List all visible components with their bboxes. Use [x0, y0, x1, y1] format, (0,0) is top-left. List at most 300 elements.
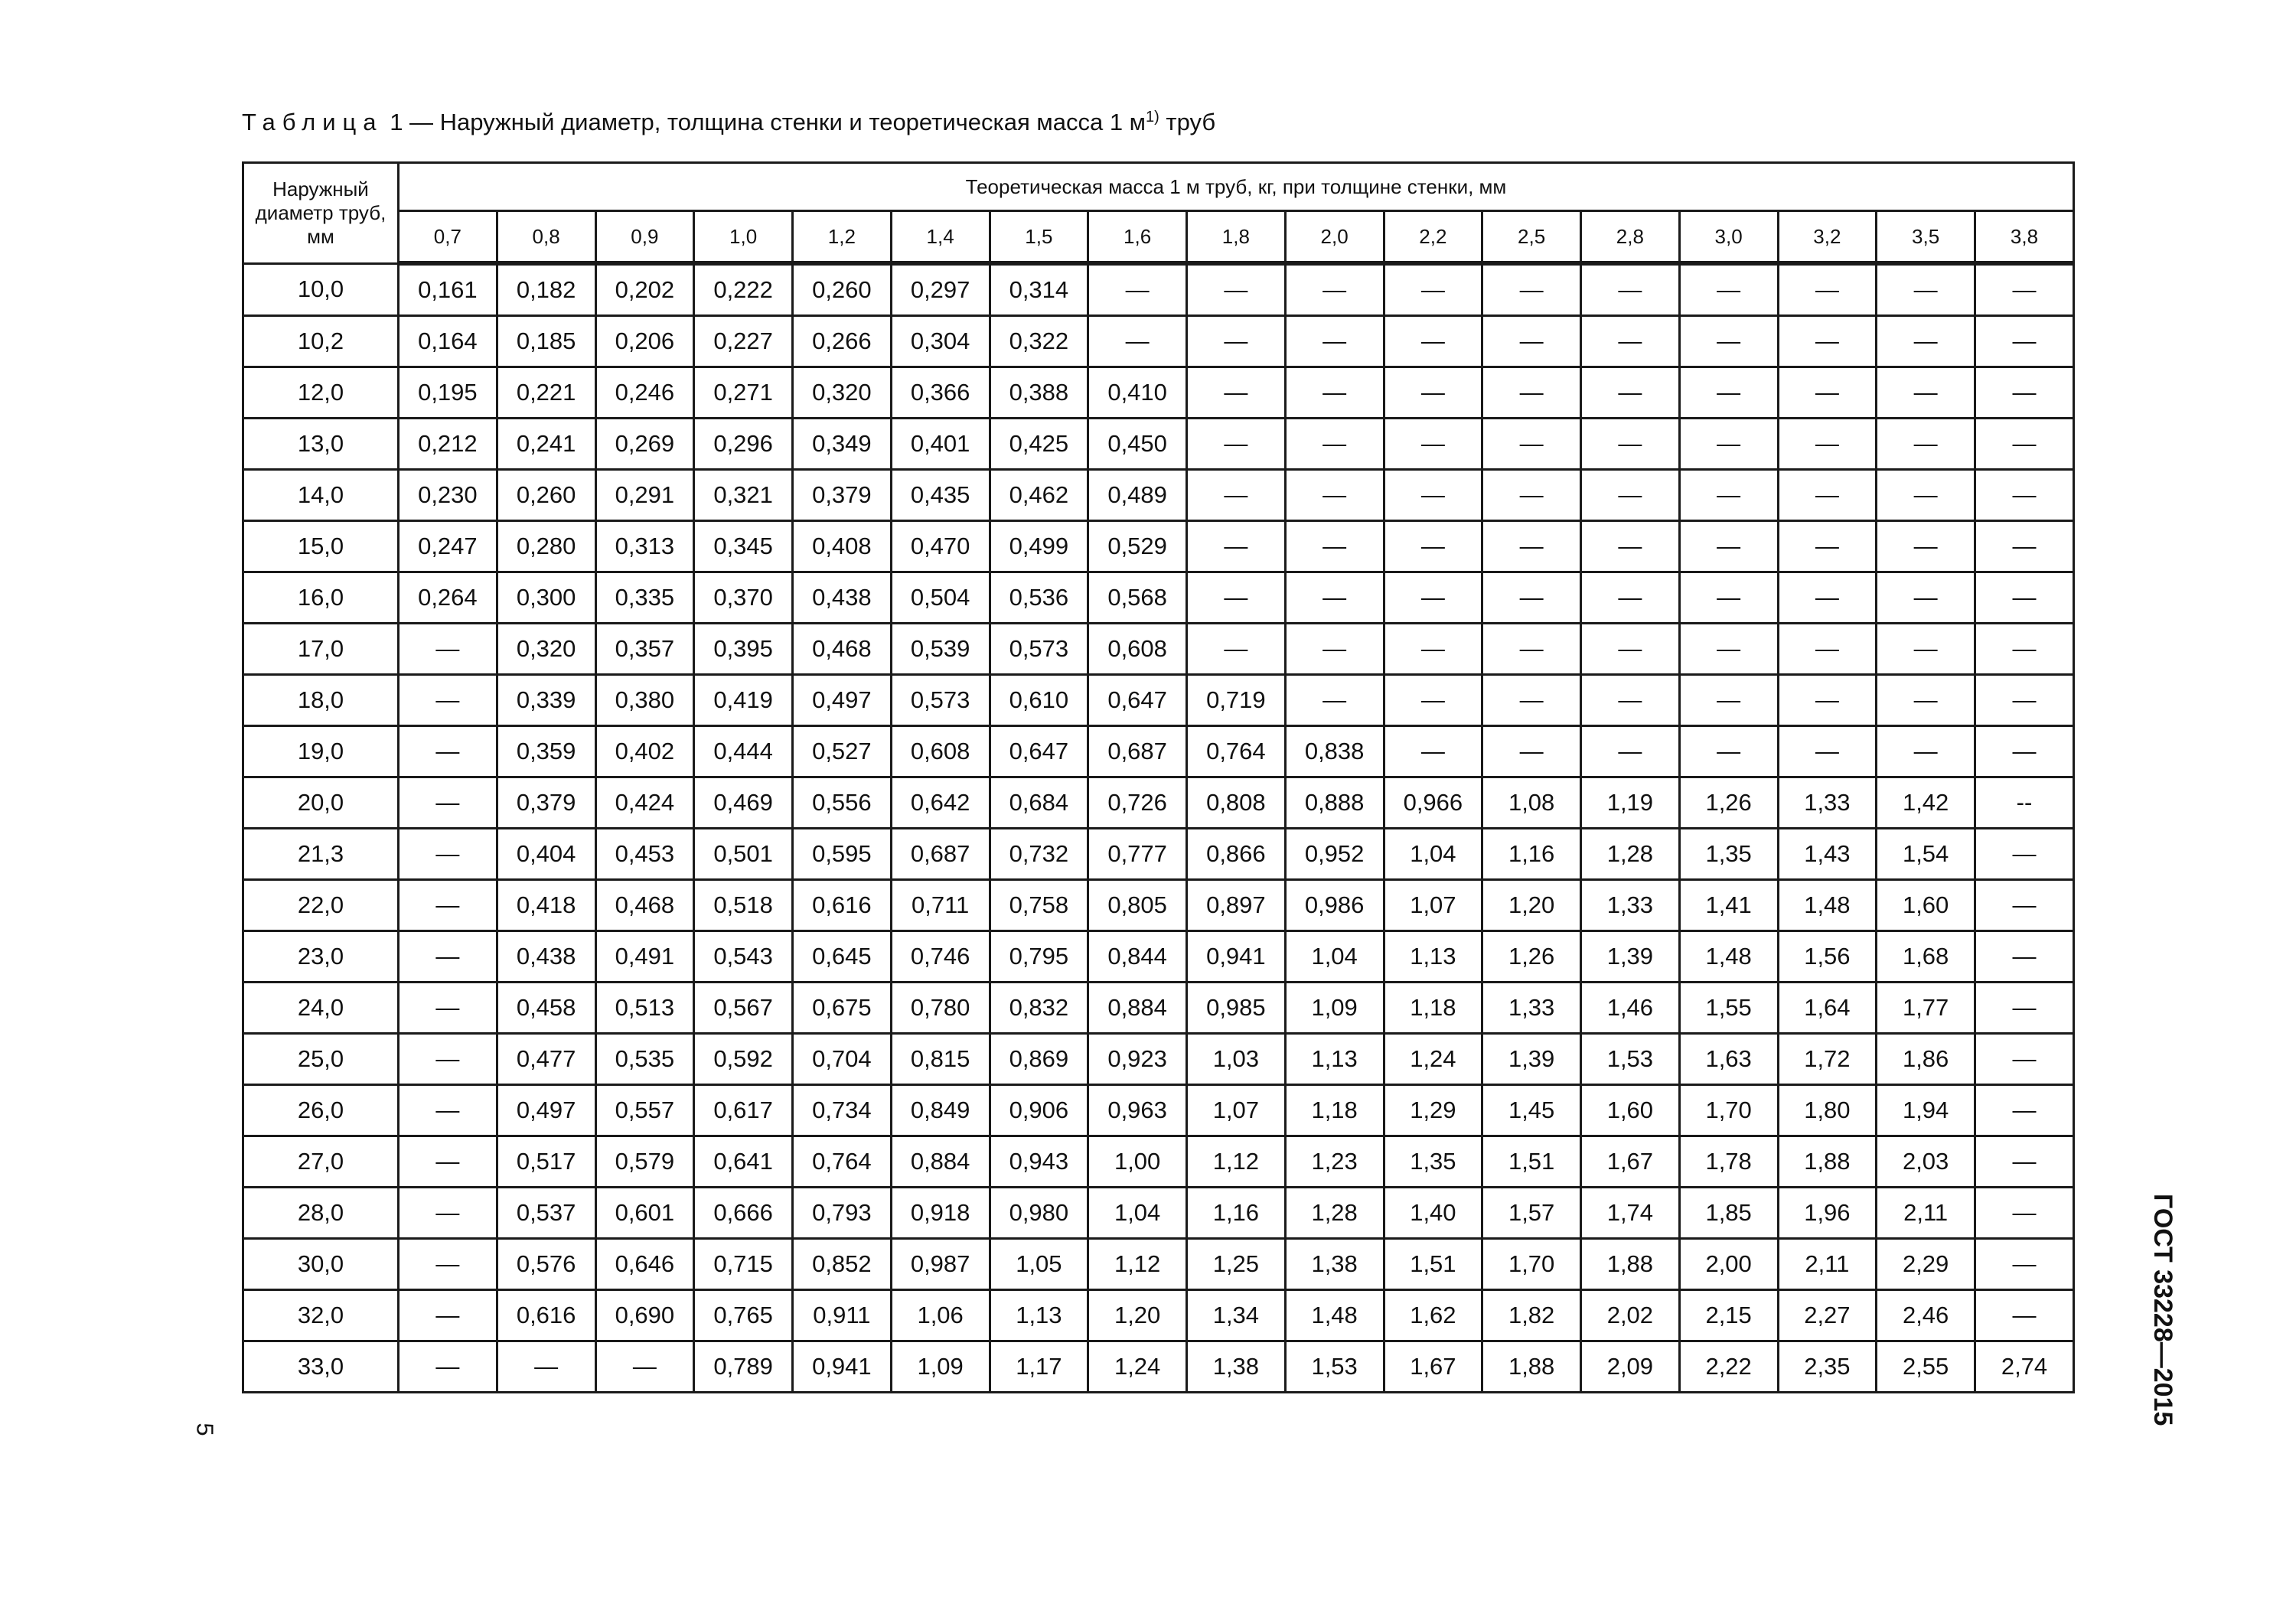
wall-thickness-header: 2,2	[1384, 211, 1482, 264]
mass-cell: 0,370	[694, 572, 793, 624]
mass-cell: 1,57	[1482, 1188, 1581, 1239]
mass-cell: —	[1975, 470, 2074, 521]
mass-cell: 0,529	[1088, 521, 1187, 572]
mass-cell: 2,74	[1975, 1341, 2074, 1393]
mass-cell: —	[1877, 726, 1975, 777]
mass-cell: 0,359	[497, 726, 595, 777]
mass-cell: 0,732	[990, 829, 1088, 880]
mass-cell: 1,48	[1679, 931, 1778, 983]
mass-cell: 1,04	[1384, 829, 1482, 880]
mass-cell: 0,269	[595, 419, 694, 470]
diameter-cell: 14,0	[243, 470, 399, 521]
mass-cell: —	[1581, 572, 1680, 624]
mass-cell: —	[1581, 624, 1680, 675]
mass-cell: 0,645	[793, 931, 892, 983]
mass-cell: 0,161	[399, 263, 497, 316]
mass-cell: —	[1581, 521, 1680, 572]
caption-footnote-ref: 1)	[1146, 109, 1159, 125]
mass-cell: 0,789	[694, 1341, 793, 1393]
mass-cell: 0,264	[399, 572, 497, 624]
mass-cell: 2,02	[1581, 1290, 1680, 1341]
page-number: 5	[191, 1423, 219, 1436]
mass-cell: —	[1384, 521, 1482, 572]
mass-cell: 1,88	[1778, 1136, 1877, 1188]
diameter-cell: 13,0	[243, 419, 399, 470]
mass-cell: 0,687	[891, 829, 990, 880]
mass-cell: —	[1778, 572, 1877, 624]
mass-cell: 1,39	[1482, 1034, 1581, 1085]
mass-cell: 0,963	[1088, 1085, 1187, 1136]
mass-cell: 0,320	[793, 367, 892, 419]
mass-cell: 0,513	[595, 983, 694, 1034]
mass-cell: 0,425	[990, 419, 1088, 470]
mass-cell: 0,339	[497, 675, 595, 726]
mass-cell: 0,838	[1285, 726, 1384, 777]
wall-thickness-header: 3,0	[1679, 211, 1778, 264]
wall-thickness-header: 0,8	[497, 211, 595, 264]
mass-cell: 0,758	[990, 880, 1088, 931]
mass-cell: —	[1581, 367, 1680, 419]
mass-cell: —	[1975, 1239, 2074, 1290]
mass-cell: 1,18	[1285, 1085, 1384, 1136]
diameter-cell: 30,0	[243, 1239, 399, 1290]
mass-cell: 0,260	[497, 470, 595, 521]
mass-cell: 0,296	[694, 419, 793, 470]
mass-cell: —	[1975, 419, 2074, 470]
mass-cell: 0,866	[1187, 829, 1286, 880]
diameter-cell: 12,0	[243, 367, 399, 419]
mass-cell: 1,16	[1482, 829, 1581, 880]
table-row	[243, 1188, 2074, 1239]
mass-cell: 0,610	[990, 675, 1088, 726]
caption-text: 1 — Наружный диаметр, толщина стенки и теоретическая масса 1 м	[390, 109, 1146, 135]
mass-cell: —	[1975, 1034, 2074, 1085]
mass-cell: —	[1877, 521, 1975, 572]
mass-cell: 1,13	[1285, 1034, 1384, 1085]
wall-thickness-header: 1,0	[694, 211, 793, 264]
table-header	[243, 163, 2074, 264]
mass-cell: 1,17	[990, 1341, 1088, 1393]
mass-cell: —	[1581, 726, 1680, 777]
mass-cell: 1,06	[891, 1290, 990, 1341]
mass-cell: 0,711	[891, 880, 990, 931]
mass-cell: —	[1482, 316, 1581, 367]
mass-cell: 0,952	[1285, 829, 1384, 880]
mass-cell: 0,379	[497, 777, 595, 829]
wall-thickness-header: 0,9	[595, 211, 694, 264]
mass-cell: 0,297	[891, 263, 990, 316]
mass-cell: 1,26	[1679, 777, 1778, 829]
mass-cell: 1,64	[1778, 983, 1877, 1034]
mass-cell: 1,67	[1384, 1341, 1482, 1393]
mass-cell: 0,468	[793, 624, 892, 675]
table-row	[243, 419, 2074, 470]
mass-cell: —	[1384, 419, 1482, 470]
mass-cell: 1,40	[1384, 1188, 1482, 1239]
mass-cell: —	[399, 1239, 497, 1290]
mass-cell: 0,595	[793, 829, 892, 880]
mass-cell: —	[1778, 726, 1877, 777]
mass-cell: 0,777	[1088, 829, 1187, 880]
mass-cell: —	[1679, 624, 1778, 675]
mass-cell: 0,647	[1088, 675, 1187, 726]
mass-cell: 1,03	[1187, 1034, 1286, 1085]
mass-cell: 1,18	[1384, 983, 1482, 1034]
mass-cell: 0,568	[1088, 572, 1187, 624]
mass-cell: —	[399, 1188, 497, 1239]
mass-cell: 1,70	[1679, 1085, 1778, 1136]
mass-cell: —	[1187, 316, 1286, 367]
mass-cell: —	[399, 829, 497, 880]
mass-cell: 2,03	[1877, 1136, 1975, 1188]
table-row	[243, 624, 2074, 675]
mass-cell: —	[1482, 470, 1581, 521]
mass-cell: —	[1877, 675, 1975, 726]
caption-suffix: труб	[1166, 109, 1216, 135]
mass-cell: 0,918	[891, 1188, 990, 1239]
mass-cell: —	[1384, 316, 1482, 367]
mass-cell: 0,793	[793, 1188, 892, 1239]
mass-cell: 0,321	[694, 470, 793, 521]
mass-cell: 0,322	[990, 316, 1088, 367]
mass-cell: —	[399, 777, 497, 829]
wall-thickness-header: 3,5	[1877, 211, 1975, 264]
mass-cell: 1,63	[1679, 1034, 1778, 1085]
mass-cell: —	[1877, 572, 1975, 624]
mass-cell: 2,35	[1778, 1341, 1877, 1393]
wall-thickness-header: 2,5	[1482, 211, 1581, 264]
mass-cell: 1,45	[1482, 1085, 1581, 1136]
mass-cell: 0,573	[990, 624, 1088, 675]
mass-cell: 0,719	[1187, 675, 1286, 726]
table-row	[243, 777, 2074, 829]
mass-cell: —	[399, 880, 497, 931]
mass-cell: —	[1581, 675, 1680, 726]
mass-cell: 0,923	[1088, 1034, 1187, 1085]
mass-cell: 2,00	[1679, 1239, 1778, 1290]
mass-cell: 0,556	[793, 777, 892, 829]
mass-cell: —	[1679, 572, 1778, 624]
mass-cell: 0,291	[595, 470, 694, 521]
table-row	[243, 726, 2074, 777]
mass-cell: 0,202	[595, 263, 694, 316]
mass-cell: —	[1975, 675, 2074, 726]
diameter-cell: 21,3	[243, 829, 399, 880]
table-row	[243, 1034, 2074, 1085]
mass-cell: —	[1778, 367, 1877, 419]
mass-cell: 1,74	[1581, 1188, 1680, 1239]
mass-cell: 1,82	[1482, 1290, 1581, 1341]
mass-cell: 0,573	[891, 675, 990, 726]
mass-cell: 1,16	[1187, 1188, 1286, 1239]
mass-cell: —	[1778, 419, 1877, 470]
mass-cell: 0,642	[891, 777, 990, 829]
mass-cell: 0,438	[793, 572, 892, 624]
mass-cell: 0,418	[497, 880, 595, 931]
mass-cell: —	[399, 1136, 497, 1188]
mass-cell: —	[1679, 726, 1778, 777]
mass-cell: 1,12	[1088, 1239, 1187, 1290]
mass-cell: 0,357	[595, 624, 694, 675]
table-row	[243, 572, 2074, 624]
wall-thickness-header: 1,6	[1088, 211, 1187, 264]
mass-cell: 0,314	[990, 263, 1088, 316]
mass-cell: 0,501	[694, 829, 793, 880]
mass-header: Теоретическая масса 1 м труб, кг, при толщине стенки, мм	[399, 163, 2074, 211]
mass-cell: 0,195	[399, 367, 497, 419]
mass-cell: 1,42	[1877, 777, 1975, 829]
mass-cell: 1,62	[1384, 1290, 1482, 1341]
table-row	[243, 470, 2074, 521]
mass-cell: 2,29	[1877, 1239, 1975, 1290]
mass-cell: 0,888	[1285, 777, 1384, 829]
mass-cell: 0,764	[793, 1136, 892, 1188]
mass-cell: —	[1581, 263, 1680, 316]
mass-cell: —	[1482, 521, 1581, 572]
mass-cell: 1,26	[1482, 931, 1581, 983]
diameter-cell: 32,0	[243, 1290, 399, 1341]
mass-cell: 0,266	[793, 316, 892, 367]
mass-cell: —	[1187, 572, 1286, 624]
mass-cell: 0,897	[1187, 880, 1286, 931]
mass-cell: 0,164	[399, 316, 497, 367]
mass-cell: 0,852	[793, 1239, 892, 1290]
mass-cell: 0,536	[990, 572, 1088, 624]
mass-cell: 1,24	[1384, 1034, 1482, 1085]
mass-cell: 0,576	[497, 1239, 595, 1290]
mass-cell: 1,48	[1778, 880, 1877, 931]
mass-cell: 0,986	[1285, 880, 1384, 931]
mass-cell: 1,04	[1088, 1188, 1187, 1239]
wall-thickness-header: 2,0	[1285, 211, 1384, 264]
table-row	[243, 316, 2074, 367]
mass-cell: —	[1581, 419, 1680, 470]
mass-cell: 0,379	[793, 470, 892, 521]
mass-cell: —	[1482, 675, 1581, 726]
mass-cell: 0,687	[1088, 726, 1187, 777]
mass-cell: —	[1384, 624, 1482, 675]
mass-cell: 1,96	[1778, 1188, 1877, 1239]
mass-cell: 1,80	[1778, 1085, 1877, 1136]
mass-cell: 0,221	[497, 367, 595, 419]
table-row	[243, 829, 2074, 880]
mass-cell: 1,09	[1285, 983, 1384, 1034]
mass-cell: —	[1482, 726, 1581, 777]
mass-cell: 0,313	[595, 521, 694, 572]
mass-cell: —	[1975, 880, 2074, 931]
wall-thickness-header: 1,4	[891, 211, 990, 264]
mass-cell: 0,608	[891, 726, 990, 777]
mass-cell: —	[1285, 624, 1384, 675]
mass-cell: 2,27	[1778, 1290, 1877, 1341]
mass-cell: —	[1975, 931, 2074, 983]
diameter-cell: 28,0	[243, 1188, 399, 1239]
mass-cell: —	[1975, 1085, 2074, 1136]
mass-cell: 0,404	[497, 829, 595, 880]
mass-cell: 1,46	[1581, 983, 1680, 1034]
mass-cell: —	[1975, 983, 2074, 1034]
mass-cell: —	[1384, 470, 1482, 521]
mass-cell: 1,94	[1877, 1085, 1975, 1136]
mass-cell: 0,408	[793, 521, 892, 572]
diameter-cell: 17,0	[243, 624, 399, 675]
mass-cell: 0,765	[694, 1290, 793, 1341]
diameter-cell: 25,0	[243, 1034, 399, 1085]
diameter-cell: 26,0	[243, 1085, 399, 1136]
caption-label: Таблица	[242, 109, 383, 135]
wall-thickness-header-row	[243, 211, 2074, 264]
mass-cell: 1,55	[1679, 983, 1778, 1034]
mass-cell: —	[1187, 521, 1286, 572]
mass-cell: 0,320	[497, 624, 595, 675]
mass-cell: 0,601	[595, 1188, 694, 1239]
mass-cell: 0,395	[694, 624, 793, 675]
mass-cell: 0,849	[891, 1085, 990, 1136]
mass-cell: 0,675	[793, 983, 892, 1034]
mass-cell: 0,704	[793, 1034, 892, 1085]
table-row	[243, 1239, 2074, 1290]
mass-cell: 0,941	[793, 1341, 892, 1393]
table-row	[243, 263, 2074, 316]
mass-cell: 0,401	[891, 419, 990, 470]
mass-cell: 0,517	[497, 1136, 595, 1188]
mass-cell: 1,13	[990, 1290, 1088, 1341]
mass-cell: 0,489	[1088, 470, 1187, 521]
mass-cell: —	[1187, 419, 1286, 470]
mass-cell: 1,41	[1679, 880, 1778, 931]
mass-cell: 1,13	[1384, 931, 1482, 983]
mass-cell: 0,579	[595, 1136, 694, 1188]
mass-cell: —	[1285, 419, 1384, 470]
mass-cell: —	[1975, 263, 2074, 316]
mass-cell: 0,616	[793, 880, 892, 931]
mass-cell: —	[1778, 675, 1877, 726]
table-caption	[242, 109, 1215, 136]
mass-cell: —	[1285, 572, 1384, 624]
mass-cell: 0,869	[990, 1034, 1088, 1085]
mass-cell: 0,746	[891, 931, 990, 983]
mass-cell: —	[1581, 316, 1680, 367]
mass-cell: 1,51	[1482, 1136, 1581, 1188]
mass-cell: 0,438	[497, 931, 595, 983]
mass-cell: —	[1877, 624, 1975, 675]
diameter-cell: 15,0	[243, 521, 399, 572]
mass-cell: 0,715	[694, 1239, 793, 1290]
mass-cell: —	[1285, 675, 1384, 726]
diameter-cell: 10,2	[243, 316, 399, 367]
mass-cell: —	[399, 1034, 497, 1085]
mass-cell: —	[1187, 470, 1286, 521]
diameter-cell: 10,0	[243, 263, 399, 316]
mass-cell: 0,941	[1187, 931, 1286, 983]
mass-cell: 0,537	[497, 1188, 595, 1239]
mass-cell: 0,518	[694, 880, 793, 931]
mass-cell: —	[497, 1341, 595, 1393]
mass-cell: 1,25	[1187, 1239, 1286, 1290]
wall-thickness-header: 0,7	[399, 211, 497, 264]
mass-cell: 0,419	[694, 675, 793, 726]
mass-cell: —	[1679, 470, 1778, 521]
mass-cell: 2,22	[1679, 1341, 1778, 1393]
mass-cell: 1,33	[1581, 880, 1680, 931]
mass-cell: —	[1975, 624, 2074, 675]
mass-cell: —	[1778, 624, 1877, 675]
table-row	[243, 1136, 2074, 1188]
mass-cell: 0,462	[990, 470, 1088, 521]
mass-cell: 1,60	[1877, 880, 1975, 931]
mass-cell: 0,304	[891, 316, 990, 367]
mass-cell: —	[1975, 829, 2074, 880]
mass-cell: 1,12	[1187, 1136, 1286, 1188]
mass-cell: —	[399, 1085, 497, 1136]
mass-cell: —	[1384, 726, 1482, 777]
mass-cell: 1,77	[1877, 983, 1975, 1034]
mass-cell: —	[399, 726, 497, 777]
mass-cell: —	[1285, 316, 1384, 367]
mass-cell: 0,805	[1088, 880, 1187, 931]
diameter-header: Наружный диаметр труб, мм	[243, 163, 399, 264]
mass-cell: 0,535	[595, 1034, 694, 1085]
mass-cell: 0,388	[990, 367, 1088, 419]
mass-cell: —	[1088, 263, 1187, 316]
mass-cell: 0,349	[793, 419, 892, 470]
mass-cell: —	[595, 1341, 694, 1393]
mass-cell: 1,34	[1187, 1290, 1286, 1341]
mass-cell: 1,19	[1581, 777, 1680, 829]
mass-cell: 0,884	[1088, 983, 1187, 1034]
mass-cell: 1,43	[1778, 829, 1877, 880]
mass-cell: 1,35	[1679, 829, 1778, 880]
mass-cell: 2,09	[1581, 1341, 1680, 1393]
mass-cell: —	[1285, 263, 1384, 316]
mass-cell: 0,543	[694, 931, 793, 983]
mass-cell: 1,20	[1482, 880, 1581, 931]
mass-cell: 0,815	[891, 1034, 990, 1085]
table-row	[243, 1085, 2074, 1136]
table-row	[243, 1290, 2074, 1341]
mass-cell: —	[1975, 726, 2074, 777]
table-row	[243, 931, 2074, 983]
mass-cell: —	[399, 931, 497, 983]
mass-cell: —	[1877, 419, 1975, 470]
mass-cell: 0,424	[595, 777, 694, 829]
mass-cell: 2,15	[1679, 1290, 1778, 1341]
mass-cell: —	[1384, 263, 1482, 316]
mass-cell: 1,38	[1285, 1239, 1384, 1290]
mass-cell: —	[1877, 367, 1975, 419]
mass-cell: 0,366	[891, 367, 990, 419]
mass-cell: 1,07	[1384, 880, 1482, 931]
mass-cell: 0,497	[497, 1085, 595, 1136]
mass-cell: 1,53	[1285, 1341, 1384, 1393]
mass-cell: —	[399, 624, 497, 675]
mass-cell: 0,726	[1088, 777, 1187, 829]
mass-cell: 1,24	[1088, 1341, 1187, 1393]
mass-cell: —	[1285, 521, 1384, 572]
mass-cell: —	[1187, 263, 1286, 316]
mass-cell: —	[1877, 263, 1975, 316]
mass-cell: —	[1778, 470, 1877, 521]
mass-cell: 0,504	[891, 572, 990, 624]
mass-cell: 0,780	[891, 983, 990, 1034]
mass-cell: 0,468	[595, 880, 694, 931]
diameter-cell: 18,0	[243, 675, 399, 726]
mass-cell: 0,617	[694, 1085, 793, 1136]
mass-cell: 1,85	[1679, 1188, 1778, 1239]
mass-cell: 0,222	[694, 263, 793, 316]
mass-cell: 1,67	[1581, 1136, 1680, 1188]
mass-cell: 1,08	[1482, 777, 1581, 829]
